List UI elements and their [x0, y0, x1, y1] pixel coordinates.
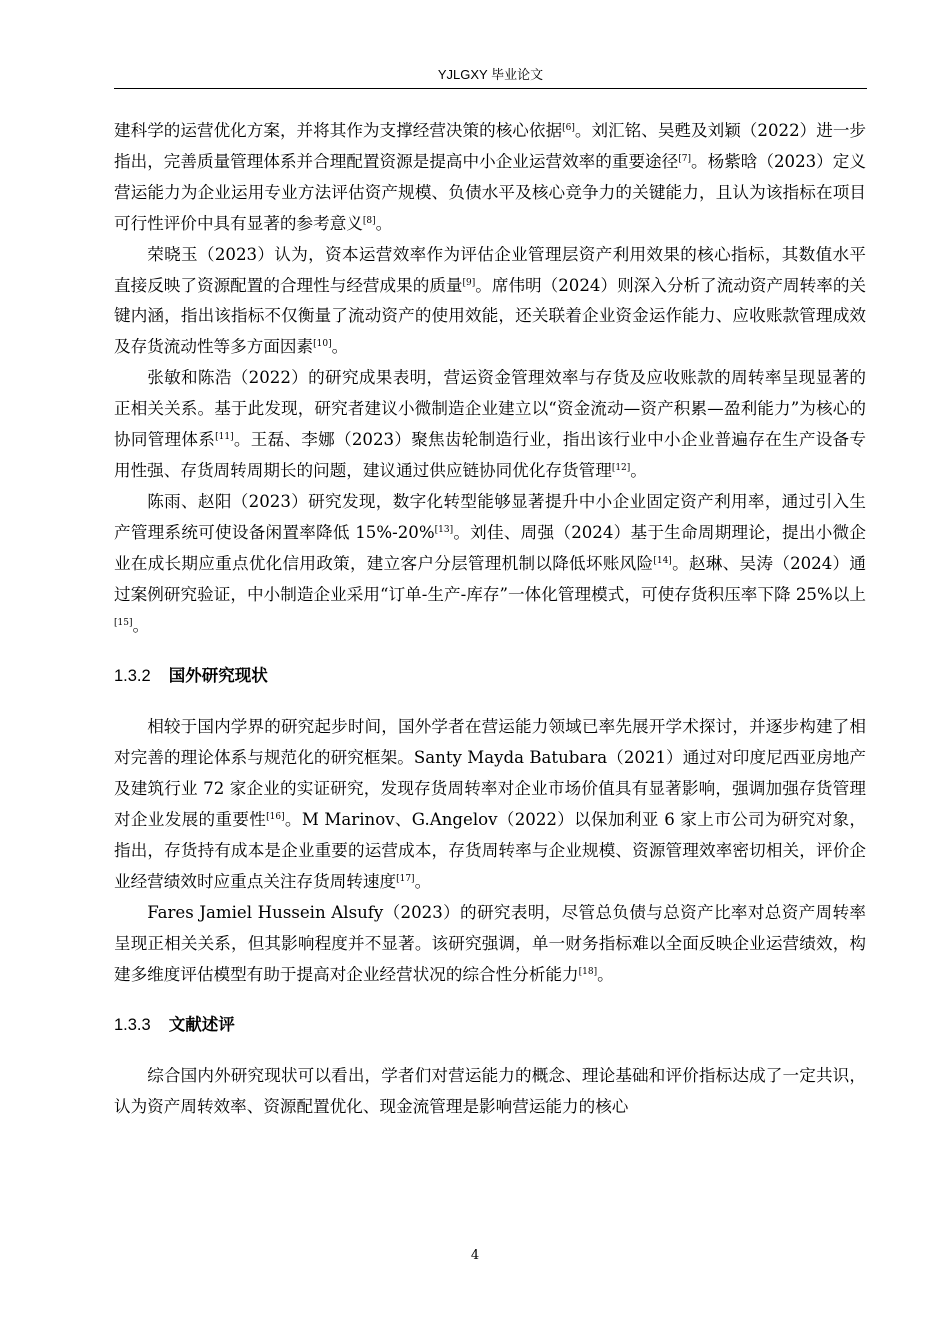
citation: [11] — [215, 432, 234, 443]
page-header: YJLGXY 毕业论文 — [437, 67, 544, 82]
citation: [14] — [653, 555, 672, 566]
section-heading-1-3-2 — [114, 661, 866, 692]
citation: [13] — [434, 524, 454, 535]
page-number: 4 — [470, 1248, 480, 1263]
citation: [10] — [313, 339, 332, 350]
citation: [7] — [678, 153, 691, 164]
citation: [16] — [266, 812, 285, 823]
citation: [18] — [578, 966, 598, 977]
section-title: 文献述评 — [168, 1016, 235, 1035]
paragraph: 陈雨、赵阳（2023）研究发现，数字化转型能够显著提升中小企业固定资产利用率，通过引入生产管理系统可使设备闲置率降低 15%-20%[13]。刘佳、周强（2024）基于生命周期理论，提出小微企业在成长期应重点优化信用政策，建立客户分层管理机制以降低坏账风险[14]。赵琳、吴涛（2024）通过案例研究验证，中小制造企业采用“订单-生产-库存”一体化管理模式，可使存货积压率下降 25%以上[15]。 — [114, 491, 867, 635]
section-heading-1-3-3 — [114, 1010, 866, 1041]
paragraph: Fares Jamiel Hussein Alsufy（2023）的研究表明，尽管总负债与总资产比率对总资产周转率呈现正相关关系，但其影响程度并不显著。该研究强调，单一财务指标难以全面反映企业运营绩效，构建多维度评估模型有助于提高对企业经营状况的综合性分析能力[18]。 — [114, 902, 866, 984]
section-number: 1.3.3 — [114, 1016, 151, 1035]
citation: [17] — [396, 873, 415, 884]
section-title: 国外研究现状 — [168, 667, 268, 686]
section-number: 1.3.2 — [114, 667, 151, 686]
paragraph: 综合国内外研究现状可以看出，学者们对营运能力的概念、理论基础和评价指标达成了一定共识，认为资产周转效率、资源配置优化、现金流管理是影响营运能力的核心 — [114, 1066, 866, 1117]
paragraph: 荣晓玉（2023）认为，资本运营效率作为评估企业管理层资产利用效果的核心指标，其数值水平直接反映了资源配置的合理性与经营成果的质量[9]。席伟明（2024）则深入分析了流动资产周转率的关键内涵，指出该指标不仅衡量了流动资产的使用效能，还关联着企业资金运作能力、应收账款管理成效及存货流动性等多方面因素[10]。 — [114, 244, 867, 357]
citation: [15] — [114, 617, 133, 628]
citation: [8] — [362, 215, 376, 226]
citation: [12] — [611, 462, 631, 473]
header-divider — [114, 88, 867, 89]
citation: [6] — [562, 123, 575, 133]
page-body — [114, 116, 866, 1123]
citation: [9] — [462, 277, 476, 288]
paragraph: 相较于国内学界的研究起步时间，国外学者在营运能力领域已率先展开学术探讨，并逐步构建了相对完善的理论体系与规范化的研究框架。Santy Mayda Batubara（2021）通过对印度尼西亚房地产及建筑行业 72 家企业的实证研究，发现存货周转率对企业市场价值具有显著影响，强调加强存货管理对企业发展的重要性[16]。M Marinov、G.Angelov（2022）以保加利亚 6 家上市公司为研究对象，指出，存货持有成本是企业重要的运营成本，存货周转率与企业规模、资源管理效率密切相关，评价企业经营绩效时应重点关注存货周转速度[17]。 — [114, 717, 867, 891]
paragraph: 张敏和陈浩（2022）的研究成果表明，营运资金管理效率与存货及应收账款的周转率呈现显著的正相关关系。基于此发现，研究者建议小微制造企业建立以“资金流动—资产积累—盈利能力”为核心的协同管理体系[11]。王磊、李娜（2023）聚焦齿轮制造行业，指出该行业中小企业普遍存在生产设备专用性强、存货周转周期长的问题，建议通过供应链协同优化存货管理[12]。 — [114, 368, 866, 480]
paragraph: 建科学的运营优化方案，并将其作为支撑经营决策的核心依据[6]。刘汇铭、吴甦及刘颖（2022）进一步指出，完善质量管理体系并合理配置资源是提高中小企业运营效率的重要途径[7]。杨紫晗（2023）定义营运能力为企业运用专业方法评估资产规模、负债水平及核心竞争力的关键能力，且认为该指标在项目可行性评价中具有显著的参考意义[8]。 — [114, 121, 867, 233]
